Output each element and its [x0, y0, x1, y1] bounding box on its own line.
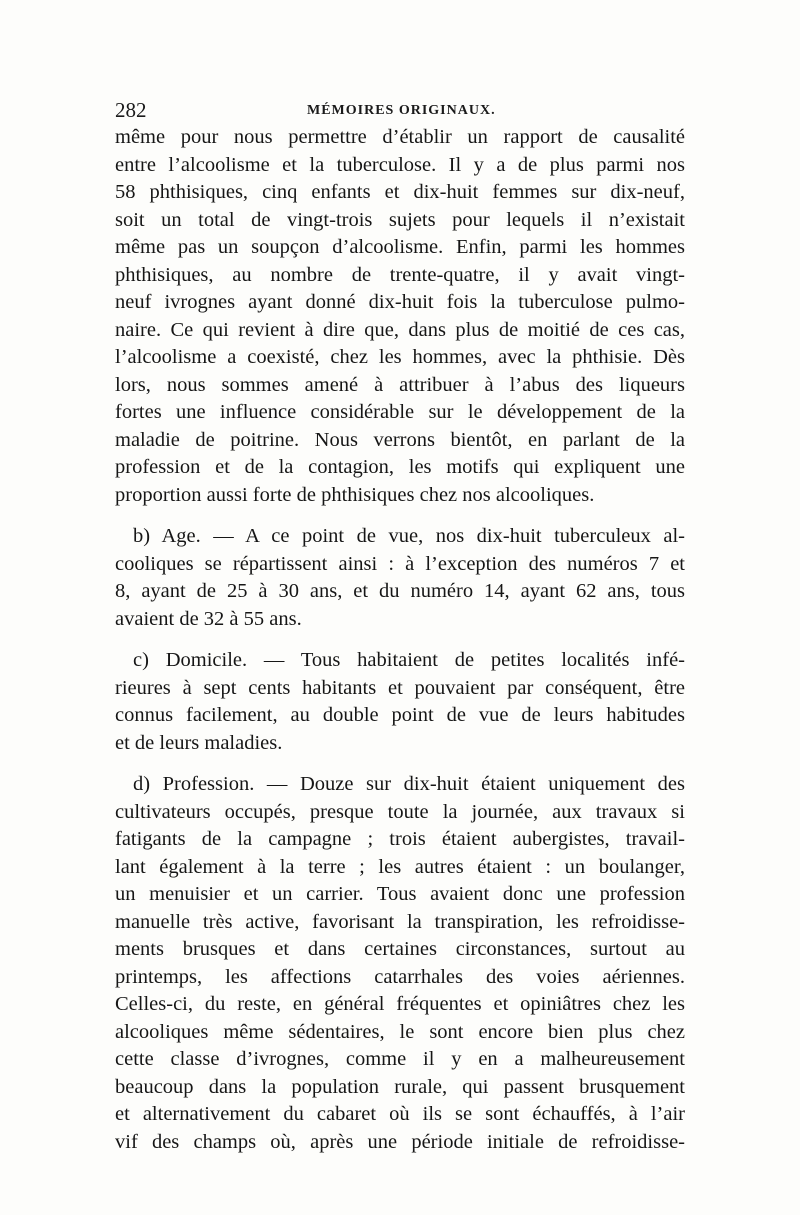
text-line: profession et de la contagion, les motifs qui expliquent une: [115, 456, 685, 478]
paragraph-gap: [115, 757, 685, 771]
text-line: fatigants de la campagne ; trois étaient aubergistes, travail-: [115, 828, 685, 850]
text-line: neuf ivrognes ayant donné dix-huit fois la tuberculose pulmo-: [115, 291, 685, 313]
text-line: phthisiques, au nombre de trente-quatre, il y avait vingt-: [115, 263, 685, 286]
text-line: naire. Ce qui revient à dire que, dans plus de moitié de ces cas,: [115, 318, 685, 341]
text-line: vif des champs où, après une période initiale de refroidisse-: [115, 1130, 685, 1153]
text-line: entre l’alcoolisme et la tuberculose. Il y a de plus parmi nos: [115, 153, 685, 176]
paragraph-age: [115, 523, 685, 633]
text-line: même pas un soupçon d’alcoolisme. Enfin, parmi les hommes: [115, 236, 685, 258]
text-line: soit un total de vingt-trois sujets pour lequels il n’existait: [115, 208, 685, 231]
text-line: 58 phthisiques, cinq enfants et dix-huit femmes sur dix-neuf,: [115, 181, 685, 203]
page-number: 282: [115, 98, 147, 122]
text-line: même pour nous permettre d’établir un rapport de causalité: [115, 126, 685, 148]
text-line: cette classe d’ivrognes, comme il y en a malheureusement: [115, 1048, 685, 1070]
text-line: maladie de poitrine. Nous verrons bientôt, en parlant de la: [115, 428, 685, 451]
text-line: lors, nous sommes amené à attribuer à l’abus des liqueurs: [115, 373, 685, 396]
text-line: cooliques se répartissent ainsi : à l’exception des numéros 7 et: [115, 552, 685, 575]
text-line: manuelle très active, favorisant la transpiration, les refroidisse-: [115, 910, 685, 933]
text-line: et alternativement du cabaret où ils se sont échauffés, à l’air: [115, 1103, 685, 1125]
text-line: connus facilement, au double point de vue de leurs habitudes: [115, 704, 685, 726]
text-line: avaient de 32 à 55 ans.: [115, 607, 302, 630]
text-line: et de leurs maladies.: [115, 731, 283, 754]
running-title: MÉMOIRES ORIGINAUX.: [307, 103, 496, 118]
paragraph-profession: [115, 771, 685, 1156]
text-line: b) Age. — A ce point de vue, nos dix-huit tuberculeux al-: [133, 525, 685, 547]
paragraph-gap: [115, 509, 685, 523]
text-line: l’alcoolisme a coexisté, chez les hommes, avec la phthisie. Dès: [115, 346, 685, 368]
text-line: 8, ayant de 25 à 30 ans, et du numéro 14, ayant 62 ans, tous: [115, 580, 685, 602]
text-line: rieures à sept cents habitants et pouvaient par conséquent, être: [115, 676, 685, 699]
text-line: printemps, les affections catarrhales des voies aériennes.: [115, 965, 685, 988]
text-line: lant également à la terre ; les autres étaient : un boulanger,: [115, 855, 685, 878]
paragraph-gap: [115, 633, 685, 647]
text-line: proportion aussi forte de phthisiques chez nos alcooliques.: [115, 483, 595, 506]
text-line: fortes une influence considérable sur le développement de la: [115, 401, 685, 423]
text-line: un menuisier et un carrier. Tous avaient donc une profession: [115, 883, 685, 905]
text-line: c) Domicile. — Tous habitaient de petites localités infé-: [133, 649, 685, 671]
text-line: alcooliques même sédentaires, le sont encore bien plus chez: [115, 1020, 685, 1043]
paragraph-phthisis: [115, 124, 685, 509]
text-line: cultivateurs occupés, presque toute la journée, aux travaux si: [115, 800, 685, 823]
text-line: d) Profession. — Douze sur dix-huit étaient uniquement des: [133, 773, 685, 795]
text-line: Celles-ci, du reste, en général fréquentes et opiniâtres chez les: [115, 993, 685, 1015]
body-text: [115, 124, 685, 1156]
text-line: beaucoup dans la population rurale, qui passent brusquement: [115, 1075, 685, 1098]
paragraph-domicile: [115, 647, 685, 757]
text-line: ments brusques et dans certaines circonstances, surtout au: [115, 938, 685, 960]
